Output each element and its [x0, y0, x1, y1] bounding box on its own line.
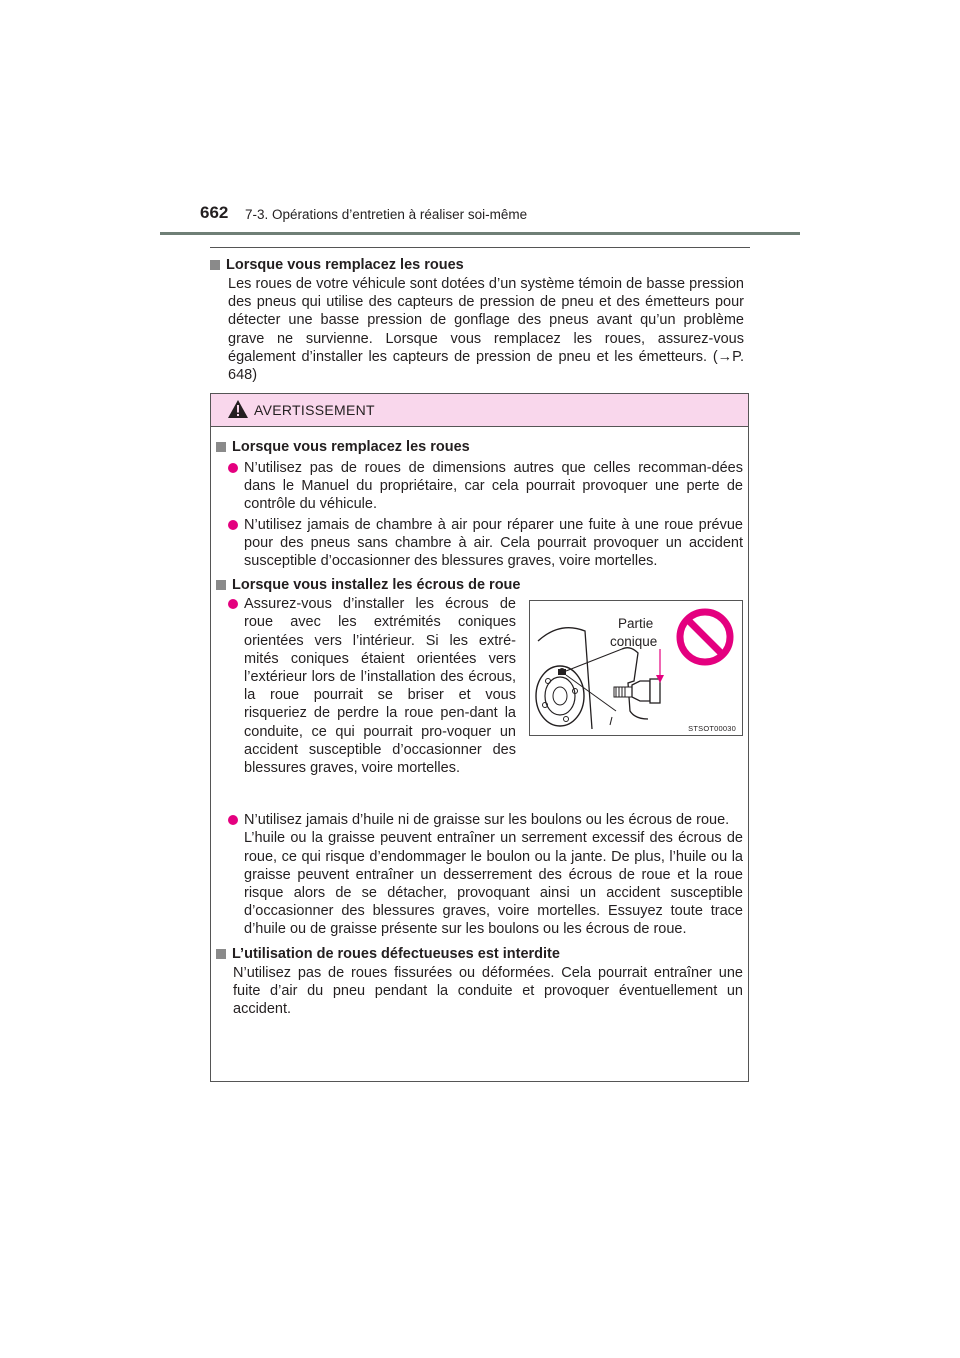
warning-section-defective: [216, 945, 743, 1019]
bullet-dot-icon: [228, 463, 238, 473]
section-heading-text: Lorsque vous installez les écrous de roue: [232, 577, 521, 594]
list-item-text: Assurez-vous d’installer les écrous de roue avec les extrémités coniques orientées vers l’intérieur. Si les extré-mités coniques étaient orientées vers l’extérieur lors de l’installation des écrous, la roue pourrait se briser et vous risqueriez de perdre la roue pen-dant la conduite, ce qui pourrait pro-voquer un accident susceptible d’occasionner des blessures graves, voire mortelles.: [244, 596, 516, 777]
list-item: [216, 516, 743, 571]
section-heading: [216, 576, 743, 595]
square-bullet-icon: [210, 260, 220, 270]
square-bullet-icon: [216, 949, 226, 959]
warning-header: [211, 394, 748, 427]
list-item: [216, 811, 743, 938]
warning-section-wheels: [216, 438, 743, 570]
warning-box: [210, 393, 749, 1082]
figure-label: Partie: [618, 616, 654, 632]
section-heading-text: L’utilisation de roues défectueuses est interdite: [232, 945, 560, 962]
intro-heading-text: Lorsque vous remplacez les roues: [226, 257, 464, 273]
bullet-dot-icon: [228, 599, 238, 609]
list-item-content: [244, 811, 743, 938]
list-item-detail: L’huile ou la graisse peuvent entraîner un serrement excessif des écrous de roue, ce qui risque d’endommager le boulon ou la jante. De plus, l’huile ou la graisse peuvent entraîner un desserrement des écrous de roue et la roue risque alors de se détacher, provoquant ainsi un accident susceptible d’occasionner des blessures graves, voire mortelles. Essuyez toute trace d’huile ou de graisse présente sur les boulons ou les écrous de roue.: [244, 830, 743, 938]
intro-heading: [210, 256, 744, 275]
section-header: 7-3. Opérations d’entretien à réaliser soi-même: [245, 207, 528, 222]
page-number: 662: [200, 203, 229, 222]
figure-row: [216, 595, 743, 809]
section-heading: [216, 945, 743, 964]
bullet-dot-icon: [228, 815, 238, 825]
figure-label: conique: [610, 634, 658, 650]
square-bullet-icon: [216, 442, 226, 452]
warning-triangle-icon: [227, 399, 249, 419]
bullet-dot-icon: [228, 520, 238, 530]
divider: [210, 247, 750, 248]
header-rule: [160, 232, 800, 235]
list-item: [216, 459, 743, 514]
warning-body: [216, 438, 743, 1024]
section-heading: [216, 438, 743, 457]
list-item-text: N’utilisez jamais d’huile ni de graisse sur les boulons ou les écrous de roue.: [244, 812, 730, 829]
square-bullet-icon: [216, 580, 226, 590]
warning-title: AVERTISSEMENT: [254, 402, 375, 418]
warning-section-nuts: [216, 576, 743, 938]
section-paragraph: N’utilisez pas de roues fissurées ou déformées. Cela pourrait entraîner une fuite d’air du pneu pendant la conduite et provoquer éventuellement un accident.: [233, 964, 743, 1018]
intro-section: [210, 256, 744, 384]
wheel-nut-illustration: [529, 600, 743, 736]
list-item-text: N’utilisez pas de roues de dimensions autres que celles recomman-dées dans le Manuel du propriétaire, car cela pourrait provoquer une perte de contrôle du véhicule.: [244, 460, 743, 513]
list-item-text: N’utilisez jamais de chambre à air pour réparer une fuite à une roue prévue pour des pneus sans chambre à air. Cela pourrait provoquer un accident susceptible d’occasionner des blessures graves, voire mortelles.: [244, 516, 743, 570]
section-heading-text: Lorsque vous remplacez les roues: [232, 439, 470, 455]
intro-paragraph: Les roues de votre véhicule sont dotées d’un système témoin de basse pression des pneus qui utilise des capteurs de pression de pneu et des émetteurs pour détecter une basse pression de gonflage des pneus avant qu’un problème grave ne survienne. Lorsque vous remplacez les roues, assurez-vous également d’installer les capteurs de pression de pneu et les émetteurs. (→P. 648): [228, 276, 744, 384]
list-item: [228, 595, 516, 777]
figure-code: STSOT00030: [688, 724, 736, 734]
